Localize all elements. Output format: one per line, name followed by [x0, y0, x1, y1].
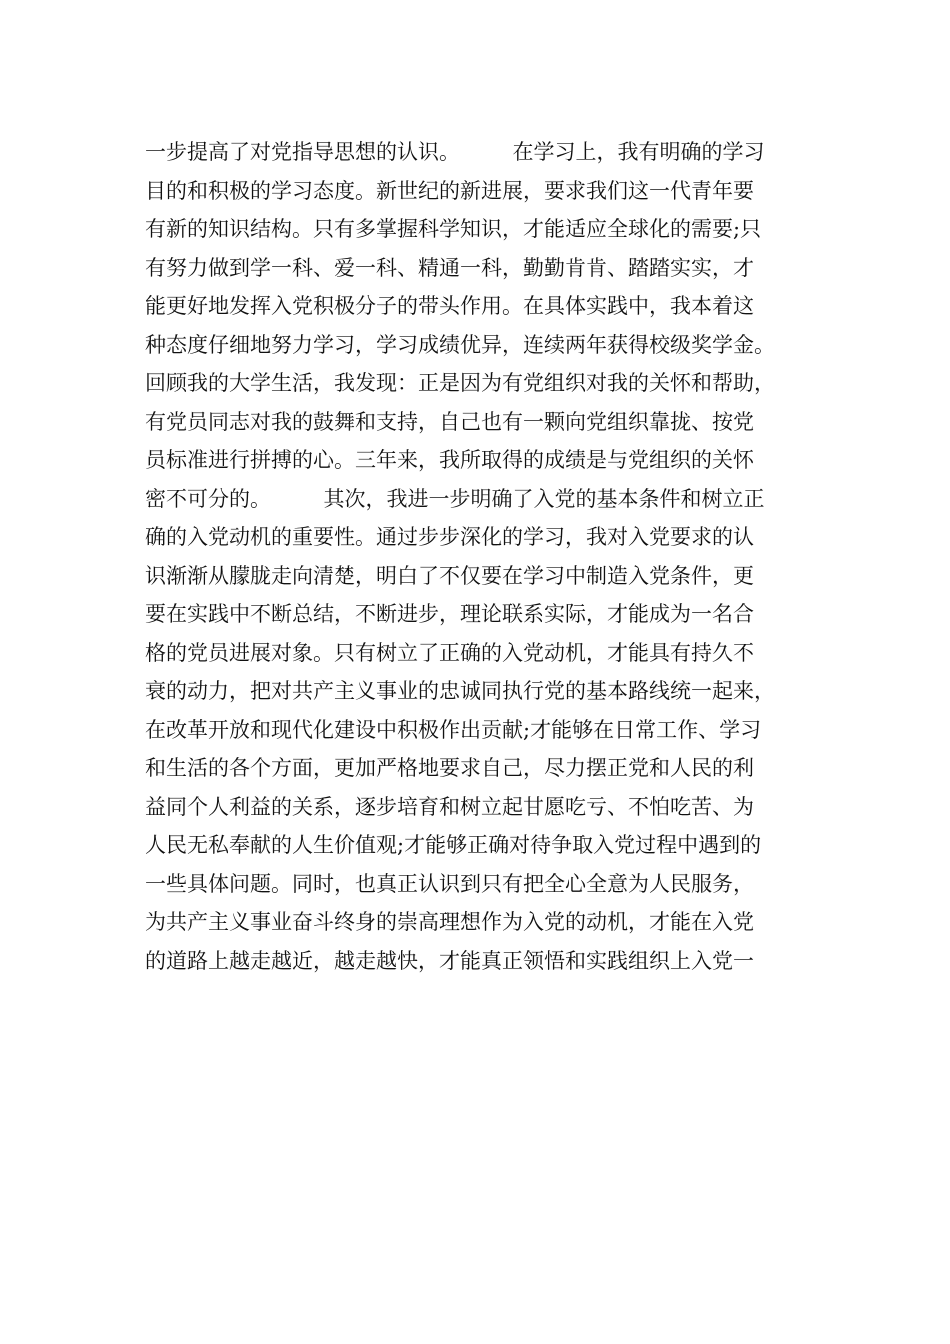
text-line: 人民无私奉献的人生价值观;才能够正确对待争取入党过程中遇到的 [145, 833, 762, 857]
text-line: 一些具体问题。同时，也真正认识到只有把全心全意为人民服务， [145, 871, 754, 896]
body-text [145, 133, 825, 980]
text-line: 要在实践中不断总结，不断进步，理论联系实际，才能成为一名合 [145, 602, 754, 626]
text-line: 衰的动力，把对共产主义事业的忠诚同执行党的基本路线统一起来， [145, 679, 775, 703]
text-line: 员标准进行拼搏的心。三年来，我所取得的成绩是与党组织的关怀 [145, 448, 754, 472]
text-line: 种态度仔细地努力学习，学习成绩优异，连续两年获得校级奖学金。 [145, 332, 775, 357]
text-line: 为共产主义事业奋斗终身的崇高理想作为入党的动机，才能在入党 [145, 910, 754, 934]
text-line: 的道路上越走越近，越走越快，才能真正领悟和实践组织上入党一 [145, 948, 754, 973]
text-line: 确的入党动机的重要性。通过步步深化的学习，我对入党要求的认 [145, 525, 754, 549]
text-line: 有努力做到学一科、爱一科、精通一科，勤勤肯肯、踏踏实实，才 [145, 255, 754, 280]
text-line: 和生活的各个方面，更加严格地要求自己，尽力摆正党和人民的利 [145, 756, 754, 780]
text-line: 有党员同志对我的鼓舞和支持，自己也有一颗向党组织靠拢、按党 [145, 409, 754, 434]
text-line: 有新的知识结构。只有多掌握科学知识，才能适应全球化的需要;只 [145, 217, 762, 241]
text-line: 一步提高了对党指导思想的认识。 在学习上，我有明确的学习 [145, 140, 765, 164]
text-line: 在改革开放和现代化建设中积极作出贡献;才能够在日常工作、学习 [145, 717, 762, 742]
text-line: 益同个人利益的关系，逐步培育和树立起甘愿吃亏、不怕吃苦、为 [145, 794, 754, 819]
text-line: 能更好地发挥入党积极分子的带头作用。在具体实践中，我本着这 [145, 294, 754, 318]
text-line: 识渐渐从朦胧走向清楚，明白了不仅要在学习中制造入党条件，更 [145, 563, 754, 588]
text-line: 目的和积极的学习态度。新世纪的新进展，要求我们这一代青年要 [145, 178, 754, 203]
text-line: 格的党员进展对象。只有树立了正确的入党动机，才能具有持久不 [145, 640, 754, 665]
text-line: 密不可分的。 其次，我进一步明确了入党的基本条件和树立正 [145, 486, 765, 511]
text-line: 回顾我的大学生活，我发现：正是因为有党组织对我的关怀和帮助， [145, 371, 775, 395]
